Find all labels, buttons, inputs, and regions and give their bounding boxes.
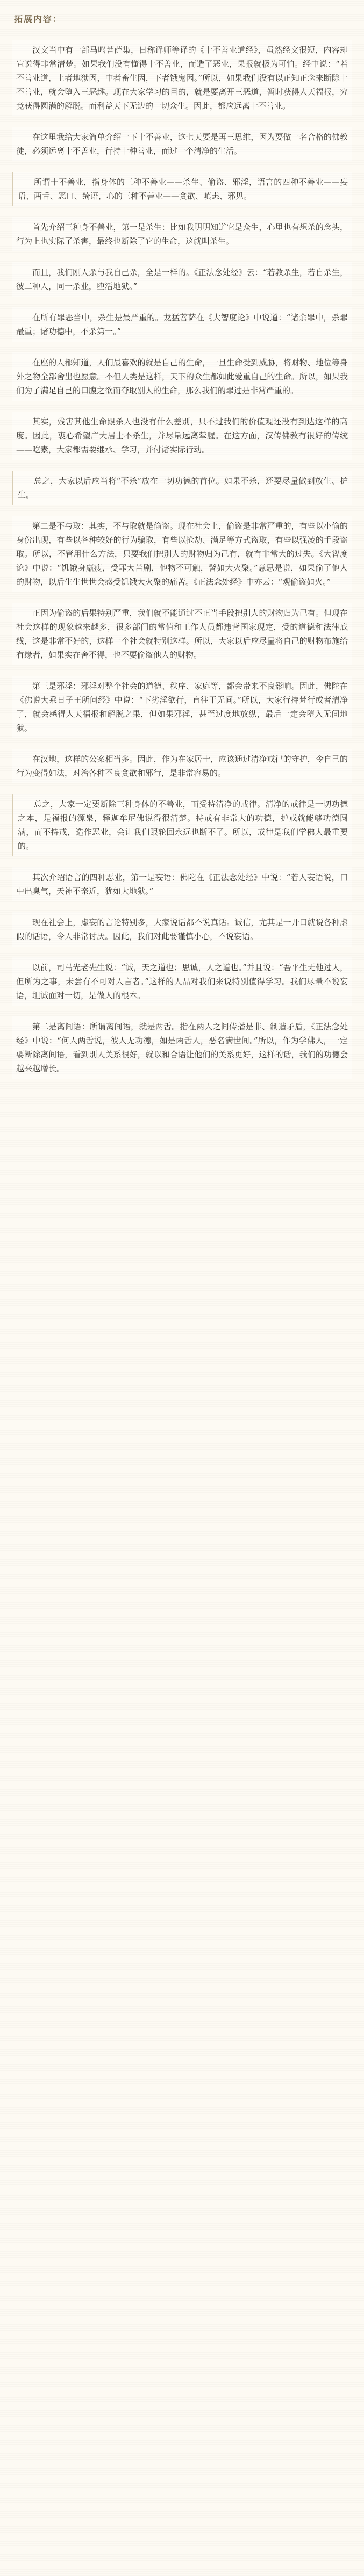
paragraph: 以前，司马光老先生说：“诚，天之道也；思诚，人之道也。”并且说：“吾平生无他过人，但所为之事，未尝有不可对人言者。”这样的人品对我们来说特别值得学习。我们尽量不说妄语，坦诚面对一切，是做人的根本。: [12, 957, 352, 1006]
paragraph: 其实，残害其他生命跟杀人也没有什么差别，只不过我们的价值观还没有到达这样的高度。因此，衷心希望广大居士不杀生，并尽量远离荤腥。在这方面，汉传佛教有很好的传统——吃素，大家都需要继承、学习，并付诸实际行动。: [12, 412, 352, 460]
paragraph: 第二是不与取：其实，不与取就是偷盗。现在社会上，偷盗是非常严重的，有些以小偷的身份出现，有些以各种较好的行为骗取，有些以抢劫、满足等方式盗取，有些以强凌的手段盗取。所以，不管用什么方法，只要我们把别人的财物归为己有，就有非常大的过失。《大智度论》中说：“饥饿身羸瘦，受罪大苦剧，他物不可触，譬如大火聚。”意思是说，如果偷了他人的财物，以后生生世世会感受饥饿大火聚的痛苦。《正法念处经》中亦云：“观偷盗如火。”: [12, 516, 352, 592]
paragraph: 在座的人都知道，人们最喜欢的就是自己的生命，一旦生命受到威胁，将财物、地位等身外之物全部舍出也愿意。不但人类是这样，天下的众生都如此爱重自己的生命。所以，如果我们为了满足自己的口腹之欲而夺取别人的生命，那么我们的罪过是非常严重的。: [12, 352, 352, 401]
paragraph: 总之，大家一定要断除三种身体的不善业，而受持清净的戒律。清净的戒律是一切功德之本，是福报的源泉，释迦牟尼佛说得很清楚。持戒有非常大的功德，护戒就能够功德圆满，而不持戒，造作恶业，会让我们跟轮回永远也断不了。所以，戒律是我们学佛人最重要的。: [12, 794, 352, 856]
paragraph: 所谓十不善业，指身体的三种不善业——杀生、偷盗、邪淫，语言的四种不善业——妄语、两舌、恶口、绮语，心的三种不善业——贪欲、嗔恚、邪见。: [12, 172, 352, 206]
paragraph: 在所有罪恶当中，杀生是最严重的。龙猛菩萨在《大智度论》中说道：“诸余罪中，杀罪最重；诸功德中，不杀第一。”: [12, 307, 352, 342]
section-title: 拓展内容：: [14, 14, 63, 24]
paragraph: 第二是离间语：所谓离间语，就是两舌。指在两人之间传播是非、制造矛盾，《正法念处经》中说：“何人两舌说，彼人无功德，如是两舌人，恶名满世间。”所以，作为学佛人，一定要断除离间语，看到别人关系很好，就以和合语让他们的关系更好，这样的话，我们的功德会越来越增长。: [12, 1016, 352, 1079]
paragraph: 总之，大家以后应当将“不杀”放在一切功德的首位。如果不杀，还要尽量做到放生、护生。: [12, 471, 352, 505]
paragraph: 而且，我们刚人杀与我自己杀，全是一样的。《正法念处经》云：“若教杀生，若自杀生，彼二种人，同一杀业，堕活地狱。”: [12, 262, 352, 297]
section-header: [8, 5, 356, 32]
paragraph: 汉文当中有一部马鸣菩萨集，日称译师等译的《十不善业道经》，虽然经文很短，内容却宣说得非常清楚。如果我们没有懂得十不善业，而造了恶业，果报就极为可怕。经中说：“若不善业道，上者地狱因，中者畜生因，下者饿鬼因。”所以，如果我们没有以正知正念来断除十不善业，就会堕入三恶趣。现在大家学习的目的，就是要离开三恶道，暂时获得人天福报，究竟获得圆满的解脱。而利益天下无边的一切众生。因此，都应远离十不善业。: [12, 40, 352, 116]
paragraph: 正因为偷盗的后果特别严重，我们就不能通过不正当手段把别人的财物归为己有。但现在社会这样的现象越来越多，很多部门的常值和工作人员都违背国家现定，受的道德和法律底线，这是非常不好的，这样一个社会就特别这样。所以，大家以后应尽量将自己的财物布施给有缘者，如果实在舍不得，也不要偷盗他人的财物。: [12, 603, 352, 665]
paragraph: 在汉地，这样的公案相当多。因此，作为在家居士，应该通过清净戒律的守护，令自己的行为变得如法，对治各种不良贪欲和邪行，是非常容易的。: [12, 749, 352, 783]
paragraph: 在这里我给大家简单介绍一下十不善业，这七天要是再三思维，因为要做一名合格的佛教徒，必须远离十不善业，行持十种善业，而过一个清净的生活。: [12, 127, 352, 161]
paragraph: 现在社会上，虚妄的言论特别多，大家说话都不说真话。诚信，尤其是一开口就说各种虚假的话语，令人非常讨厌。因此，我们对此要谨慎小心，不说妄语。: [12, 912, 352, 947]
paragraph: 其次介绍语言的四种恶业，第一是妄语：佛陀在《正法念处经》中说：“若人妄语说，口中出臭气，天神不亲近，犹如大地狱。”: [12, 867, 352, 901]
article-body: [8, 32, 356, 1079]
paragraph: 首先介绍三种身不善业，第一是杀生：比如我明明知道它是众生，心里也有想杀的念头，行为上也实际了杀害，最终也断除了它的生命，这就叫杀生。: [12, 217, 352, 251]
paragraph: 第三是邪淫：邪淫对整个社会的道德、秩序、家庭等，都会带来不良影响。因此，佛陀在《佛说大乘日子王所问经》中说：“下劣淫欲行，直往于无间。”所以，大家行持梵行或者清净了，就会感得人天福报和解脱之果，但如果邪淫，甚至过度地放纵，最后一定会堕入无间地狱。: [12, 676, 352, 738]
